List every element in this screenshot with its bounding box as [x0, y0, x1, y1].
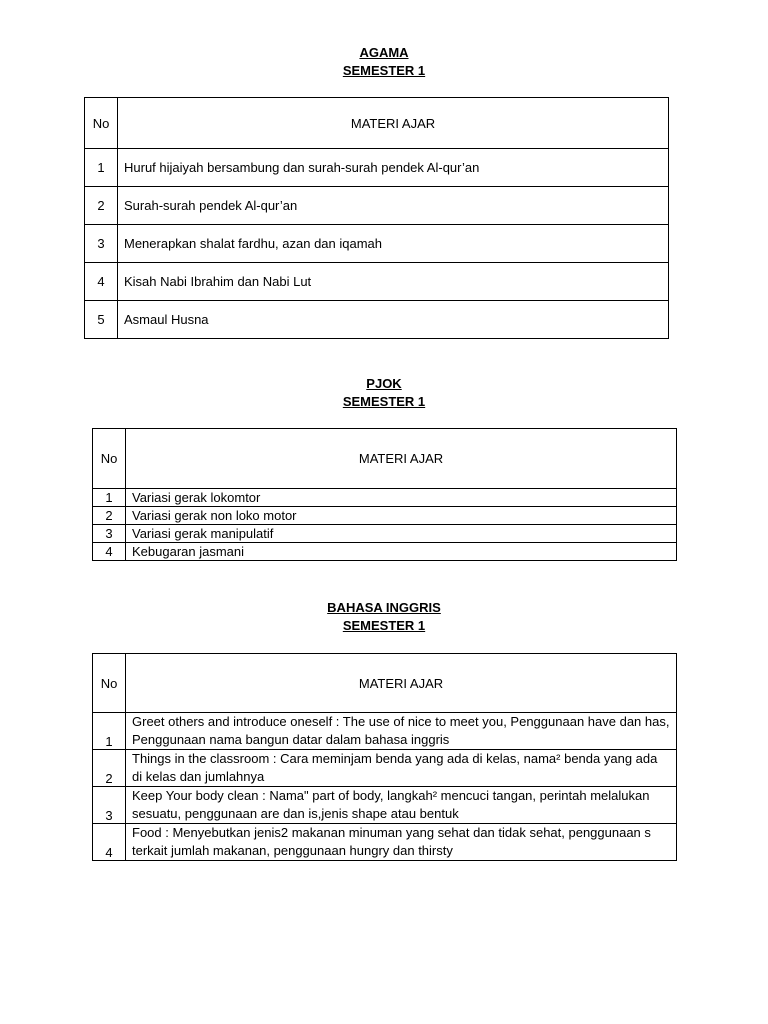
bahasa-inggris-semester: SEMESTER 1 — [342, 618, 426, 633]
pjok-semester: SEMESTER 1 — [342, 394, 426, 409]
row-text: Kisah Nabi Ibrahim dan Nabi Lut — [118, 263, 669, 301]
table-row — [85, 187, 669, 225]
col-materi-header: MATERI AJAR — [126, 429, 677, 489]
table-row — [93, 507, 677, 525]
row-text: Surah-surah pendek Al-qur’an — [118, 187, 669, 225]
table-row — [93, 750, 677, 787]
row-no: 3 — [93, 525, 126, 543]
table-row — [93, 713, 677, 750]
row-no: 1 — [85, 149, 118, 187]
row-text: Variasi gerak manipulatif — [126, 525, 677, 543]
row-no: 5 — [85, 301, 118, 339]
row-text: Variasi gerak lokomtor — [126, 489, 677, 507]
row-no: 2 — [93, 750, 126, 787]
row-no: 4 — [85, 263, 118, 301]
row-no: 4 — [93, 543, 126, 561]
col-materi-header: MATERI AJAR — [118, 98, 669, 149]
row-text: Keep Your body clean : Nama" part of body, langkah² mencuci tangan, perintah melalukan sesuatu, penggunaan are dan is,jenis shape atau bentuk — [126, 787, 677, 824]
table-row — [93, 787, 677, 824]
row-no: 2 — [93, 507, 126, 525]
table-header-row — [93, 654, 677, 713]
agama-table — [84, 97, 669, 339]
row-text: Variasi gerak non loko motor — [126, 507, 677, 525]
bahasa-inggris-heading — [0, 599, 768, 635]
row-text: Kebugaran jasmani — [126, 543, 677, 561]
table-header-row — [93, 429, 677, 489]
agama-semester: SEMESTER 1 — [342, 63, 426, 78]
table-header-row — [85, 98, 669, 149]
pjok-title: PJOK — [366, 376, 402, 391]
agama-heading — [0, 44, 768, 80]
pjok-table — [92, 428, 677, 561]
row-no: 4 — [93, 824, 126, 861]
row-no: 1 — [93, 489, 126, 507]
col-no-header: No — [85, 98, 118, 149]
table-row — [85, 301, 669, 339]
agama-title: AGAMA — [359, 45, 409, 60]
row-text: Menerapkan shalat fardhu, azan dan iqamah — [118, 225, 669, 263]
col-no-header: No — [93, 654, 126, 713]
row-no: 1 — [93, 713, 126, 750]
pjok-heading — [0, 375, 768, 411]
row-text: Greet others and introduce oneself : The use of nice to meet you, Penggunaan have dan has, Penggunaan nama bangun datar dalam bahasa inggris — [126, 713, 677, 750]
row-no: 3 — [93, 787, 126, 824]
row-text: Asmaul Husna — [118, 301, 669, 339]
table-row — [85, 149, 669, 187]
bahasa-inggris-table — [92, 653, 677, 861]
row-text: Things in the classroom : Cara meminjam benda yang ada di kelas, nama² benda yang ada di kelas dan jumlahnya — [126, 750, 677, 787]
row-text: Huruf hijaiyah bersambung dan surah-surah pendek Al-qur’an — [118, 149, 669, 187]
row-text: Food : Menyebutkan jenis2 makanan minuman yang sehat dan tidak sehat, penggunaan s terkait jumlah makanan, penggunaan hungry dan thirsty — [126, 824, 677, 861]
bahasa-inggris-title: BAHASA INGGRIS — [327, 600, 441, 615]
table-row — [93, 824, 677, 861]
row-no: 2 — [85, 187, 118, 225]
table-row — [85, 225, 669, 263]
table-row — [85, 263, 669, 301]
table-row — [93, 543, 677, 561]
row-no: 3 — [85, 225, 118, 263]
table-row — [93, 525, 677, 543]
col-materi-header: MATERI AJAR — [126, 654, 677, 713]
col-no-header: No — [93, 429, 126, 489]
table-row — [93, 489, 677, 507]
